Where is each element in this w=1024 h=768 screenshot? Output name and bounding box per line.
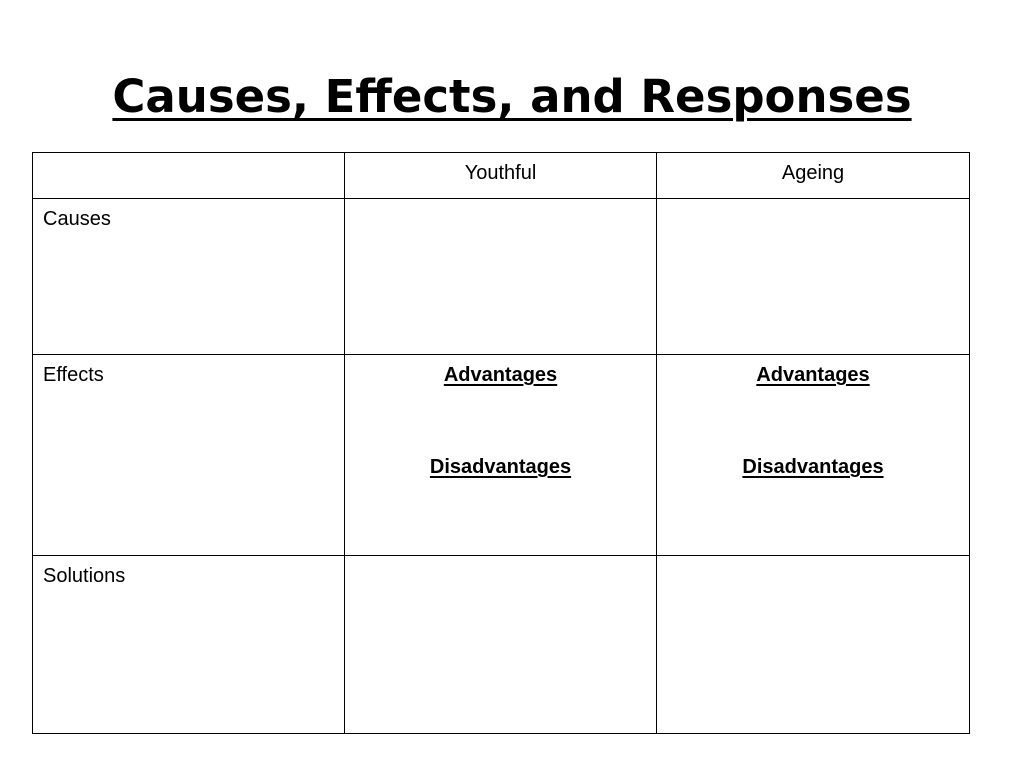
column-header-youthful-text: Youthful — [464, 162, 537, 184]
page-title — [0, 62, 1024, 132]
row-label-effects — [33, 355, 345, 556]
table-row-causes — [33, 199, 970, 355]
row-label-causes — [33, 199, 345, 355]
youthful-advantages-heading: Advantages — [443, 364, 558, 386]
table-row-effects — [33, 355, 970, 556]
column-header-youthful — [345, 153, 657, 199]
effects-youthful-cell — [345, 355, 657, 556]
table-header-row — [33, 153, 970, 199]
row-label-solutions — [33, 556, 345, 734]
comparison-table — [32, 152, 970, 734]
column-header-ageing — [657, 153, 970, 199]
page-title-text: Causes, Effects, and Responses — [112, 70, 912, 123]
column-header-ageing-text: Ageing — [781, 162, 845, 184]
effects-ageing-cell — [657, 355, 970, 556]
ageing-disadvantages-heading: Disadvantages — [742, 456, 884, 478]
solutions-ageing-cell — [657, 556, 970, 734]
row-label-effects-text: Effects — [43, 364, 104, 386]
youthful-disadvantages-heading: Disadvantages — [429, 456, 572, 478]
ageing-advantages-heading: Advantages — [756, 364, 870, 386]
solutions-youthful-cell — [345, 556, 657, 734]
table-corner-cell — [33, 153, 345, 199]
causes-youthful-cell — [345, 199, 657, 355]
causes-ageing-cell — [657, 199, 970, 355]
table-row-solutions — [33, 556, 970, 734]
row-label-causes-text: Causes — [43, 208, 111, 230]
row-label-solutions-text: Solutions — [43, 565, 126, 587]
